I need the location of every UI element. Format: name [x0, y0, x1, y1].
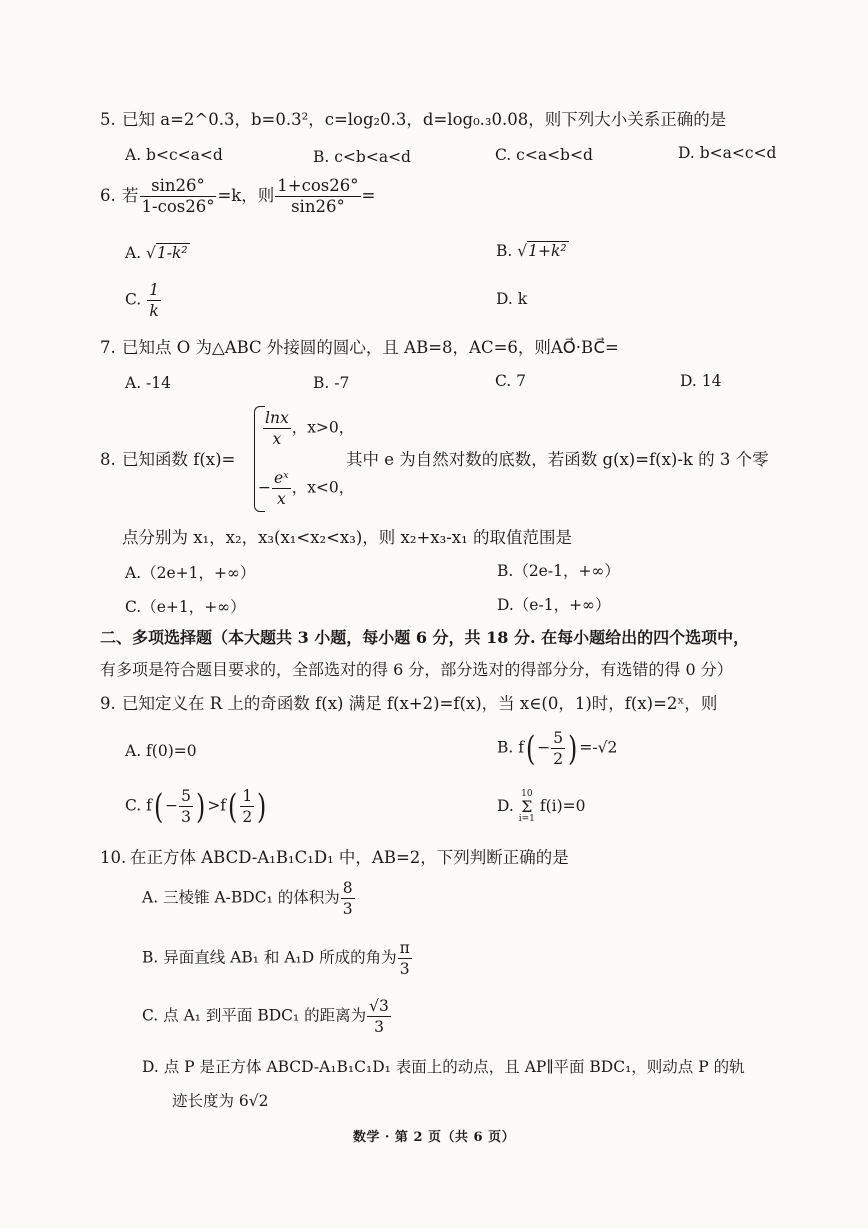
q6-option-c[interactable] [125, 280, 162, 321]
q8-case-1 [262, 408, 354, 449]
q6-option-a-radicand: 1-k² [156, 244, 188, 262]
section2-heading-line1: 二、多项选择题（本大题共 3 小题，每小题 6 分，共 18 分. 在每小题给出的四个选项中， [100, 628, 750, 647]
q6-option-b[interactable]: B. √1+k² [496, 242, 567, 260]
q8-case-1-denominator: x [272, 430, 282, 448]
q10-option-a[interactable] [142, 878, 356, 919]
q6-option-c-fraction [147, 280, 161, 321]
q8-stem-line2: 点分别为 x₁，x₂，x₃(x₁<x₂<x₃)，则 x₂+x₃-x₁ 的取值范围是 [122, 528, 572, 547]
page-footer: 数学 · 第 2 页（共 6 页） [352, 1130, 516, 1145]
q5-option-d[interactable]: D. b<a<c<d [678, 144, 777, 162]
q8-stem-tail: 其中 e 为自然对数的底数，若函数 g(x)=f(x)-k 的 3 个零 [346, 450, 769, 469]
q9-text: 已知定义在 R 上的奇函数 f(x) 满足 f(x+2)=f(x)，当 x∈(0，1)时，f(x)=2ˣ，则 [122, 694, 718, 713]
q10-option-b-text: B. 异面直线 AB₁ 和 A₁D 所成的角为 [142, 948, 397, 967]
q9-option-c-fraction-2 [240, 786, 254, 827]
q8-number: 8. [100, 450, 116, 469]
q10-option-d-line1: D. 点 P 是正方体 ABCD-A₁B₁C₁D₁ 表面上的动点，且 AP∥平面 BDC₁，则动点 P 的轨 [142, 1058, 745, 1076]
q10-option-c-text: C. 点 A₁ 到平面 BDC₁ 的距离为 [142, 1006, 367, 1025]
q10-option-c-numerator: √3 [369, 997, 389, 1015]
q8-case-2-numerator: eˣ [274, 469, 289, 487]
q9-option-b[interactable]: B. f( − $\frac{5}{2}$ ) =-√2 [497, 728, 618, 769]
q9-option-c-numerator-1: 5 [181, 787, 192, 805]
q5-number: 5. [100, 110, 116, 129]
q10-option-c-fraction [367, 996, 391, 1037]
q6-option-c-label: C. [125, 290, 142, 309]
q10-option-a-text: A. 三棱锥 A-BDC₁ 的体积为 [142, 888, 340, 907]
q6-option-b-label: B. [496, 242, 513, 260]
q9-option-c-mid: >f [207, 796, 227, 815]
q9-option-a[interactable]: A. f(0)=0 [125, 742, 197, 760]
q9-option-c-denominator-2: 2 [242, 808, 253, 826]
section2-heading-line2: 有多项是符合题目要求的，全部选对的得 6 分，部分选对的得部分分，有选错的得 0 分） [100, 660, 733, 679]
q10-option-d[interactable] [142, 1056, 745, 1078]
q9-option-c-denominator-1: 3 [181, 808, 192, 826]
q9-option-b-numerator: 5 [553, 729, 564, 747]
q9-number: 9. [100, 694, 116, 713]
q10-option-b-denominator: 3 [399, 960, 410, 978]
q9-option-c-numerator-2: 1 [242, 787, 253, 805]
q8-case-1-condition: ，x>0， [291, 418, 355, 437]
q6-option-a-label: A. [125, 244, 142, 262]
q7-option-a[interactable]: A. -14 [125, 374, 172, 392]
q10-option-b-fraction [398, 938, 412, 979]
q6-option-b-radicand: 1+k² [528, 242, 567, 260]
q5-option-b[interactable]: B. c<b<a<d [313, 148, 411, 166]
q10-text: 在正方体 ABCD-A₁B₁C₁D₁ 中，AB=2，下列判断正确的是 [130, 848, 569, 867]
q7-number: 7. [100, 338, 116, 357]
q9-stem [100, 692, 717, 716]
q6-f1-numerator: sin26° [140, 176, 217, 197]
q7-option-b[interactable]: B. -7 [313, 374, 350, 392]
q9-option-c-fraction-1 [179, 786, 193, 827]
q8-function-def: 已知函数 f(x)= [122, 450, 236, 469]
q10-option-b-numerator: π [399, 939, 410, 957]
q6-mid-text: =k，则 [217, 186, 275, 205]
q5-option-a[interactable]: A. b<c<a<d [125, 146, 223, 164]
q9-option-b-denominator: 2 [553, 750, 564, 768]
q9-option-b-prefix: B. f [497, 738, 524, 757]
q9-option-d-summation: 10 Σ i=1 [518, 789, 535, 824]
q5-text: 已知 a=2^0.3，b=0.3²，c=log₂0.3，d=log₀.₃0.08，则下列大小关系正确的是 [122, 110, 727, 129]
q8-stem-head [100, 448, 235, 472]
q7-option-d[interactable]: D. 14 [680, 372, 722, 390]
q6-option-d[interactable]: D. k [496, 290, 528, 308]
q8-case-1-numerator: lnx [265, 409, 289, 427]
q9-option-d-sum-lower: i=1 [518, 814, 535, 824]
q9-option-d-label: D. [497, 797, 514, 815]
q9-option-c[interactable]: C. f( − $\frac{5}{3}$ ) >f( $\frac{1}{2}$ ) [125, 786, 267, 827]
q9-option-d-sum-upper: 10 [521, 789, 533, 799]
q6-pre-text: 若 [122, 186, 139, 205]
q6-post-text: = [361, 186, 376, 205]
q6-fraction-1 [140, 176, 217, 217]
q10-option-a-fraction [341, 878, 355, 919]
q8-option-a[interactable]: A.（2e+1，+∞） [125, 564, 256, 582]
q10-option-c-denominator: 3 [374, 1018, 384, 1036]
q10-number: 10. [100, 848, 127, 867]
q8-case-2-condition: ，x<0， [291, 478, 355, 497]
q8-case-1-fraction [263, 408, 291, 449]
q9-option-b-fraction [551, 728, 565, 769]
q6-f1-denominator: 1-cos26° [141, 197, 215, 216]
q9-option-c-prefix: C. f [125, 796, 152, 815]
q8-case-2: − $\frac{\text{eˣ}}{x}$ ，x<0， [258, 469, 355, 508]
q10-stem [100, 846, 569, 870]
q8-option-c[interactable]: C.（e+1，+∞） [125, 598, 246, 616]
q5-stem [100, 108, 726, 132]
q8-case-2-fraction [272, 468, 291, 509]
q7-text: 已知点 O 为△ABC 外接圆的圆心，且 AB=8，AC=6，则AO⃗·BC⃗= [122, 338, 619, 357]
q6-f2-numerator: 1+cos26° [277, 176, 359, 195]
q10-option-d-continued: 迹长度为 6√2 [172, 1092, 269, 1110]
q9-option-d-suffix: f(i)=0 [539, 797, 586, 815]
q6-number: 6. [100, 186, 116, 205]
q9-option-b-suffix: =-√2 [579, 738, 618, 757]
q5-option-c[interactable]: C. c<a<b<d [495, 146, 593, 164]
q6-f2-denominator: sin26° [291, 197, 345, 216]
q8-option-d[interactable]: D.（e-1，+∞） [497, 596, 611, 614]
q10-option-a-denominator: 3 [342, 900, 353, 918]
q10-option-c[interactable] [142, 996, 392, 1037]
q7-stem [100, 336, 619, 360]
q6-fraction-2 [275, 176, 360, 217]
q8-option-b[interactable]: B.（2e-1，+∞） [497, 562, 620, 580]
q9-option-d[interactable] [497, 790, 585, 824]
q6-option-a[interactable]: A. √1-k² [125, 244, 188, 262]
q6-option-c-numerator: 1 [149, 281, 160, 299]
q7-option-c[interactable]: C. 7 [495, 372, 527, 390]
q10-option-a-numerator: 8 [342, 879, 353, 897]
q6-option-c-denominator: k [149, 302, 159, 320]
q6-stem [100, 176, 375, 217]
q8-case-2-denominator: x [276, 490, 286, 508]
q10-option-b[interactable] [142, 938, 413, 979]
